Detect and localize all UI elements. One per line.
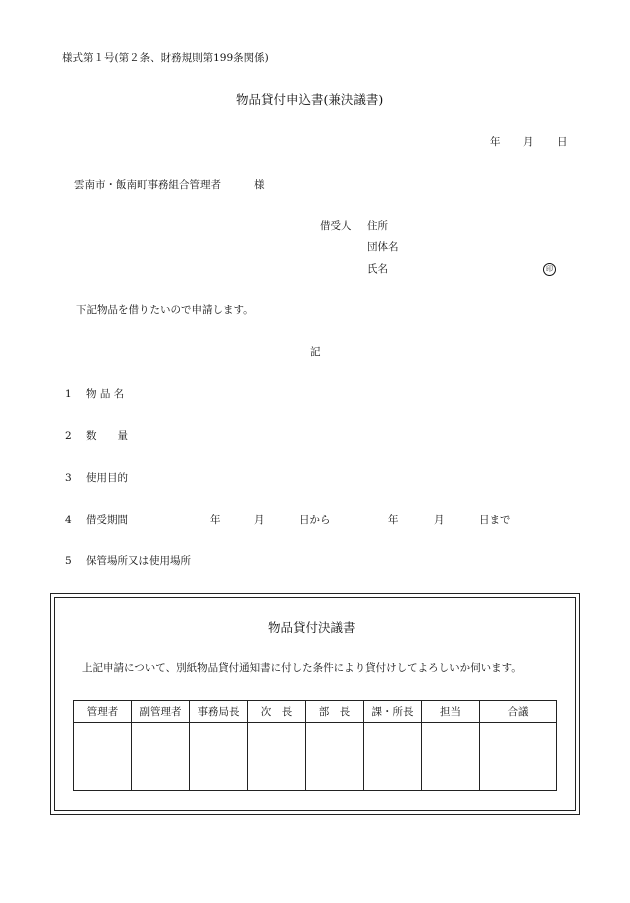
approval-header-row xyxy=(74,701,557,723)
item-2-label: 数 量 xyxy=(86,430,128,442)
period-from-year: 年 xyxy=(210,514,221,526)
approval-header-cell: 次 長 xyxy=(248,701,306,723)
approval-header-cell: 合議 xyxy=(480,701,557,723)
item-4-number: 4 xyxy=(65,514,72,526)
borrower-name-label: 氏名 xyxy=(367,263,388,275)
approval-seal-row xyxy=(74,723,557,791)
approval-seal-cell xyxy=(364,723,422,791)
approval-table xyxy=(73,700,557,791)
seal-icon: 印 xyxy=(543,263,556,276)
decision-text: 上記申請について、別紙物品貸付通知書に付した条件により貸付けしてよろしいか伺います。 xyxy=(82,662,522,674)
date-year-label: 年 xyxy=(490,136,501,148)
item-1-number: 1 xyxy=(65,388,72,400)
approval-seal-cell xyxy=(74,723,132,791)
approval-header-cell: 担当 xyxy=(422,701,480,723)
ki-label: 記 xyxy=(310,346,321,358)
date-day-label: 日 xyxy=(557,136,568,148)
item-1-label: 物 品 名 xyxy=(86,388,125,400)
item-4-label: 借受期間 xyxy=(86,514,128,526)
borrower-label: 借受人 xyxy=(320,220,352,232)
period-to-day: 日まで xyxy=(479,514,511,526)
approval-seal-cell xyxy=(190,723,248,791)
approval-seal-cell xyxy=(480,723,557,791)
item-3-number: 3 xyxy=(65,472,72,484)
addressee-name: 雲南市・飯南町事務組合管理者 xyxy=(74,179,221,191)
form-reference: 様式第１号(第２条、財務規則第199条関係) xyxy=(62,52,269,64)
period-to-year: 年 xyxy=(388,514,399,526)
period-from-month: 月 xyxy=(254,514,265,526)
approval-seal-cell xyxy=(422,723,480,791)
document-title: 物品貸付申込書(兼決議書) xyxy=(236,92,384,107)
approval-header-cell: 事務局長 xyxy=(190,701,248,723)
borrower-group-label: 団体名 xyxy=(367,241,399,253)
request-text: 下記物品を借りたいので申請します。 xyxy=(76,304,254,316)
item-5-label: 保管場所又は使用場所 xyxy=(86,555,191,567)
decision-title: 物品貸付決議書 xyxy=(268,620,356,635)
approval-header-cell: 部 長 xyxy=(306,701,364,723)
item-3-label: 使用目的 xyxy=(86,472,128,484)
period-from-day: 日から xyxy=(299,514,331,526)
date-month-label: 月 xyxy=(523,136,534,148)
seal-mark xyxy=(543,263,556,276)
approval-header-cell: 副管理者 xyxy=(132,701,190,723)
approval-seal-cell xyxy=(248,723,306,791)
approval-seal-cell xyxy=(132,723,190,791)
item-2-number: 2 xyxy=(65,430,72,442)
period-to-month: 月 xyxy=(434,514,445,526)
addressee-honorific: 様 xyxy=(254,179,265,191)
approval-seal-cell xyxy=(306,723,364,791)
borrower-address-label: 住所 xyxy=(367,220,388,232)
approval-header-cell: 課・所長 xyxy=(364,701,422,723)
item-5-number: 5 xyxy=(65,555,72,567)
approval-header-cell: 管理者 xyxy=(74,701,132,723)
